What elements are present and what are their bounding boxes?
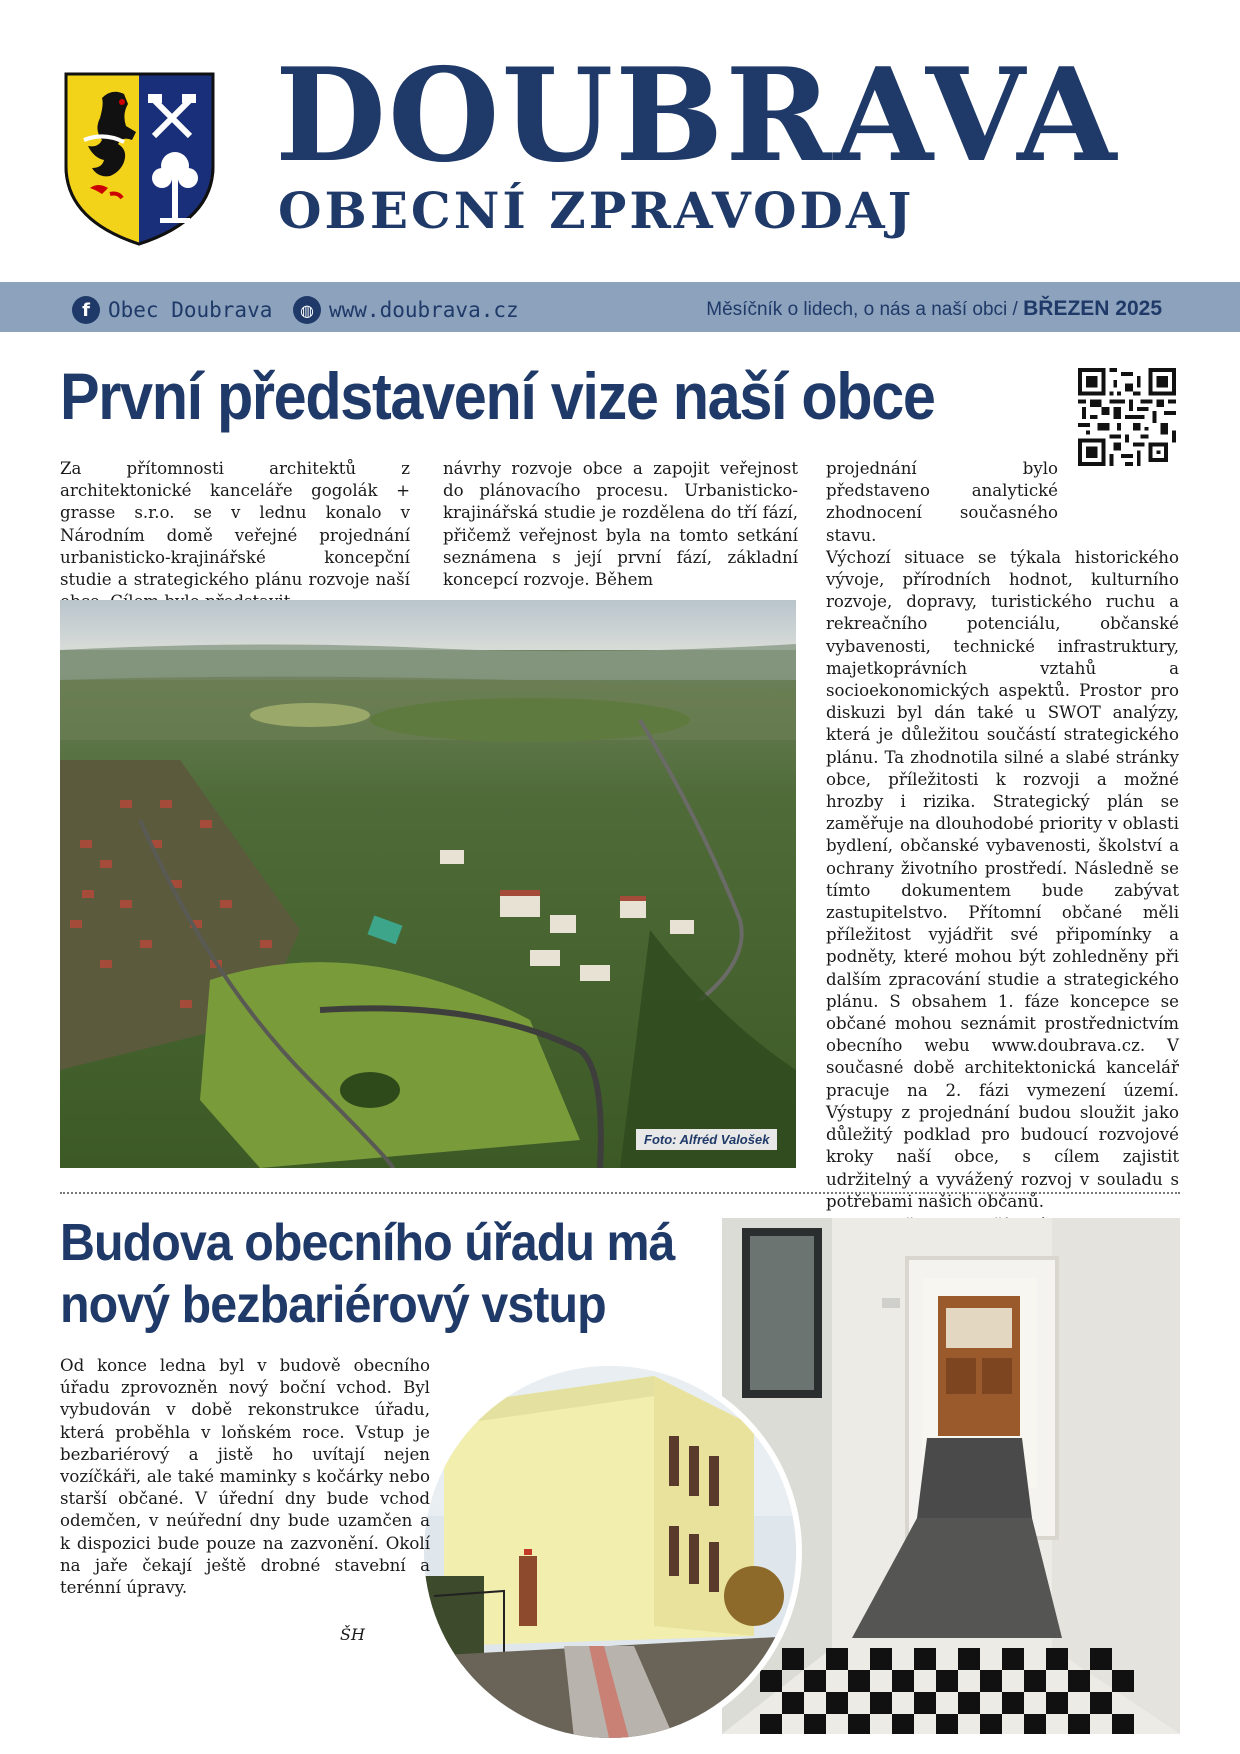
facebook-icon: f [72, 296, 100, 324]
qr-code-icon[interactable] [1078, 368, 1176, 466]
globe-icon: ◍ [293, 296, 321, 324]
photo-caption: Foto: Alfréd Valošek [636, 1129, 777, 1150]
masthead-title: DOUBRAVA [275, 41, 1119, 191]
building-entrance-photo [418, 1360, 802, 1744]
article1-column3-lead: projednání bylo představeno analytické zhodnocení současného stavu. [826, 459, 1058, 545]
article1-column3-text: Výchozí situace se týkala historického vývoje, přírodních hodnot, kulturního rozvoje, dopravy, turistického ruchu a rekreačního potenciálu, občanské vybavenosti, technické infrastruktury, majetkoprávních vztahů a socioekonomických aspektů. Prostor pro diskuzi byl dán také u SWOT analýzy, která je důležitou součástí strategického plánu. Ta zhodnotila silné a slabé stránky obce, příležitosti k rozvoji a možné hrozby i rizika. Strategický plán se zaměřuje na dlouhodobé priority v oblasti bydlení, občanské vybavenosti, školství a ochrany životního prostředí. Následně se tímto dokumentem bude zabývat zastupitelstvo. Přítomní občané měli příležitost vyjádřit své připomínky a podněty, které mohou být zohledněny při dalším zpracování studie a strategického plánu. S obsahem 1. fáze koncepce se občané mohou seznámit prostřednictvím obecního webu www.doubrava.cz. V současné době architektonická kancelář pracuje na 2. fázi vymezení území. Výstupy z projednání budou sloužit jako důležitý podklad pro budoucí rozvojové kroky naší obce, s cílem zajistit udržitelný a vyvážený rozvoj v souladu s potřebami našich občanů. [826, 547, 1179, 1211]
article2-body: Od konce ledna byl v budově obecního úřadu zprovozněn nový boční vchod. Byl vybudován v době rekonstrukce úřadu, která proběhla v loňském roce. Vstup je bezbariérový a jistě ho uvítají nejen vozíčkáři, ale také maminky s kočárky nebo starší občané. V úřední dny bude vchod odemčen, v neúřední dny bude uzamčen a k dispozici bude pouze na zazvonění. Okolí na jaře čekají ještě drobné stavební a terénní úpravy. [60, 1356, 430, 1598]
coat-of-arms-icon [62, 70, 217, 248]
article1-headline: První představení vize naší obce [60, 359, 935, 433]
section-divider [60, 1192, 1180, 1194]
article2-headline: Budova obecního úřadu má nový bezbariérový vstup [60, 1214, 675, 1334]
article1-column1: Za přítomnosti architektů z architektonické kanceláře gogolák + grasse s.r.o. se v lednu konalo v Národním domě veřejné projednání urbanisticko-krajinářské koncepční studie a strategického plánu rozvoje naší [60, 459, 410, 590]
tagline: Měsíčník o lidech, o nás a naší obci / [706, 299, 1018, 320]
website-label: www.doubrava.cz [329, 298, 519, 322]
article1-column2: návrhy rozvoje obce a zapojit veřejnost do plánovacího procesu. Urbanisticko-krajinářská studie je rozdělena do tří fází, přičemž veřejnost byla na tomto setkání seznámena s její první fází, základní koncepcí rozvoje. Během [443, 459, 798, 590]
issue-info [706, 297, 1162, 321]
issue-date: BŘEZEN 2025 [1023, 297, 1162, 320]
facebook-link[interactable] [72, 296, 272, 324]
article2-signature: ŠH [340, 1625, 365, 1644]
aerial-village-photo [60, 600, 796, 1168]
masthead-subtitle: OBECNÍ ZPRAVODAJ [278, 181, 915, 240]
facebook-label: Obec Doubrava [108, 298, 273, 322]
hallway-photo [722, 1218, 1180, 1734]
article1-column3 [826, 458, 1179, 1237]
website-link[interactable] [293, 296, 519, 324]
